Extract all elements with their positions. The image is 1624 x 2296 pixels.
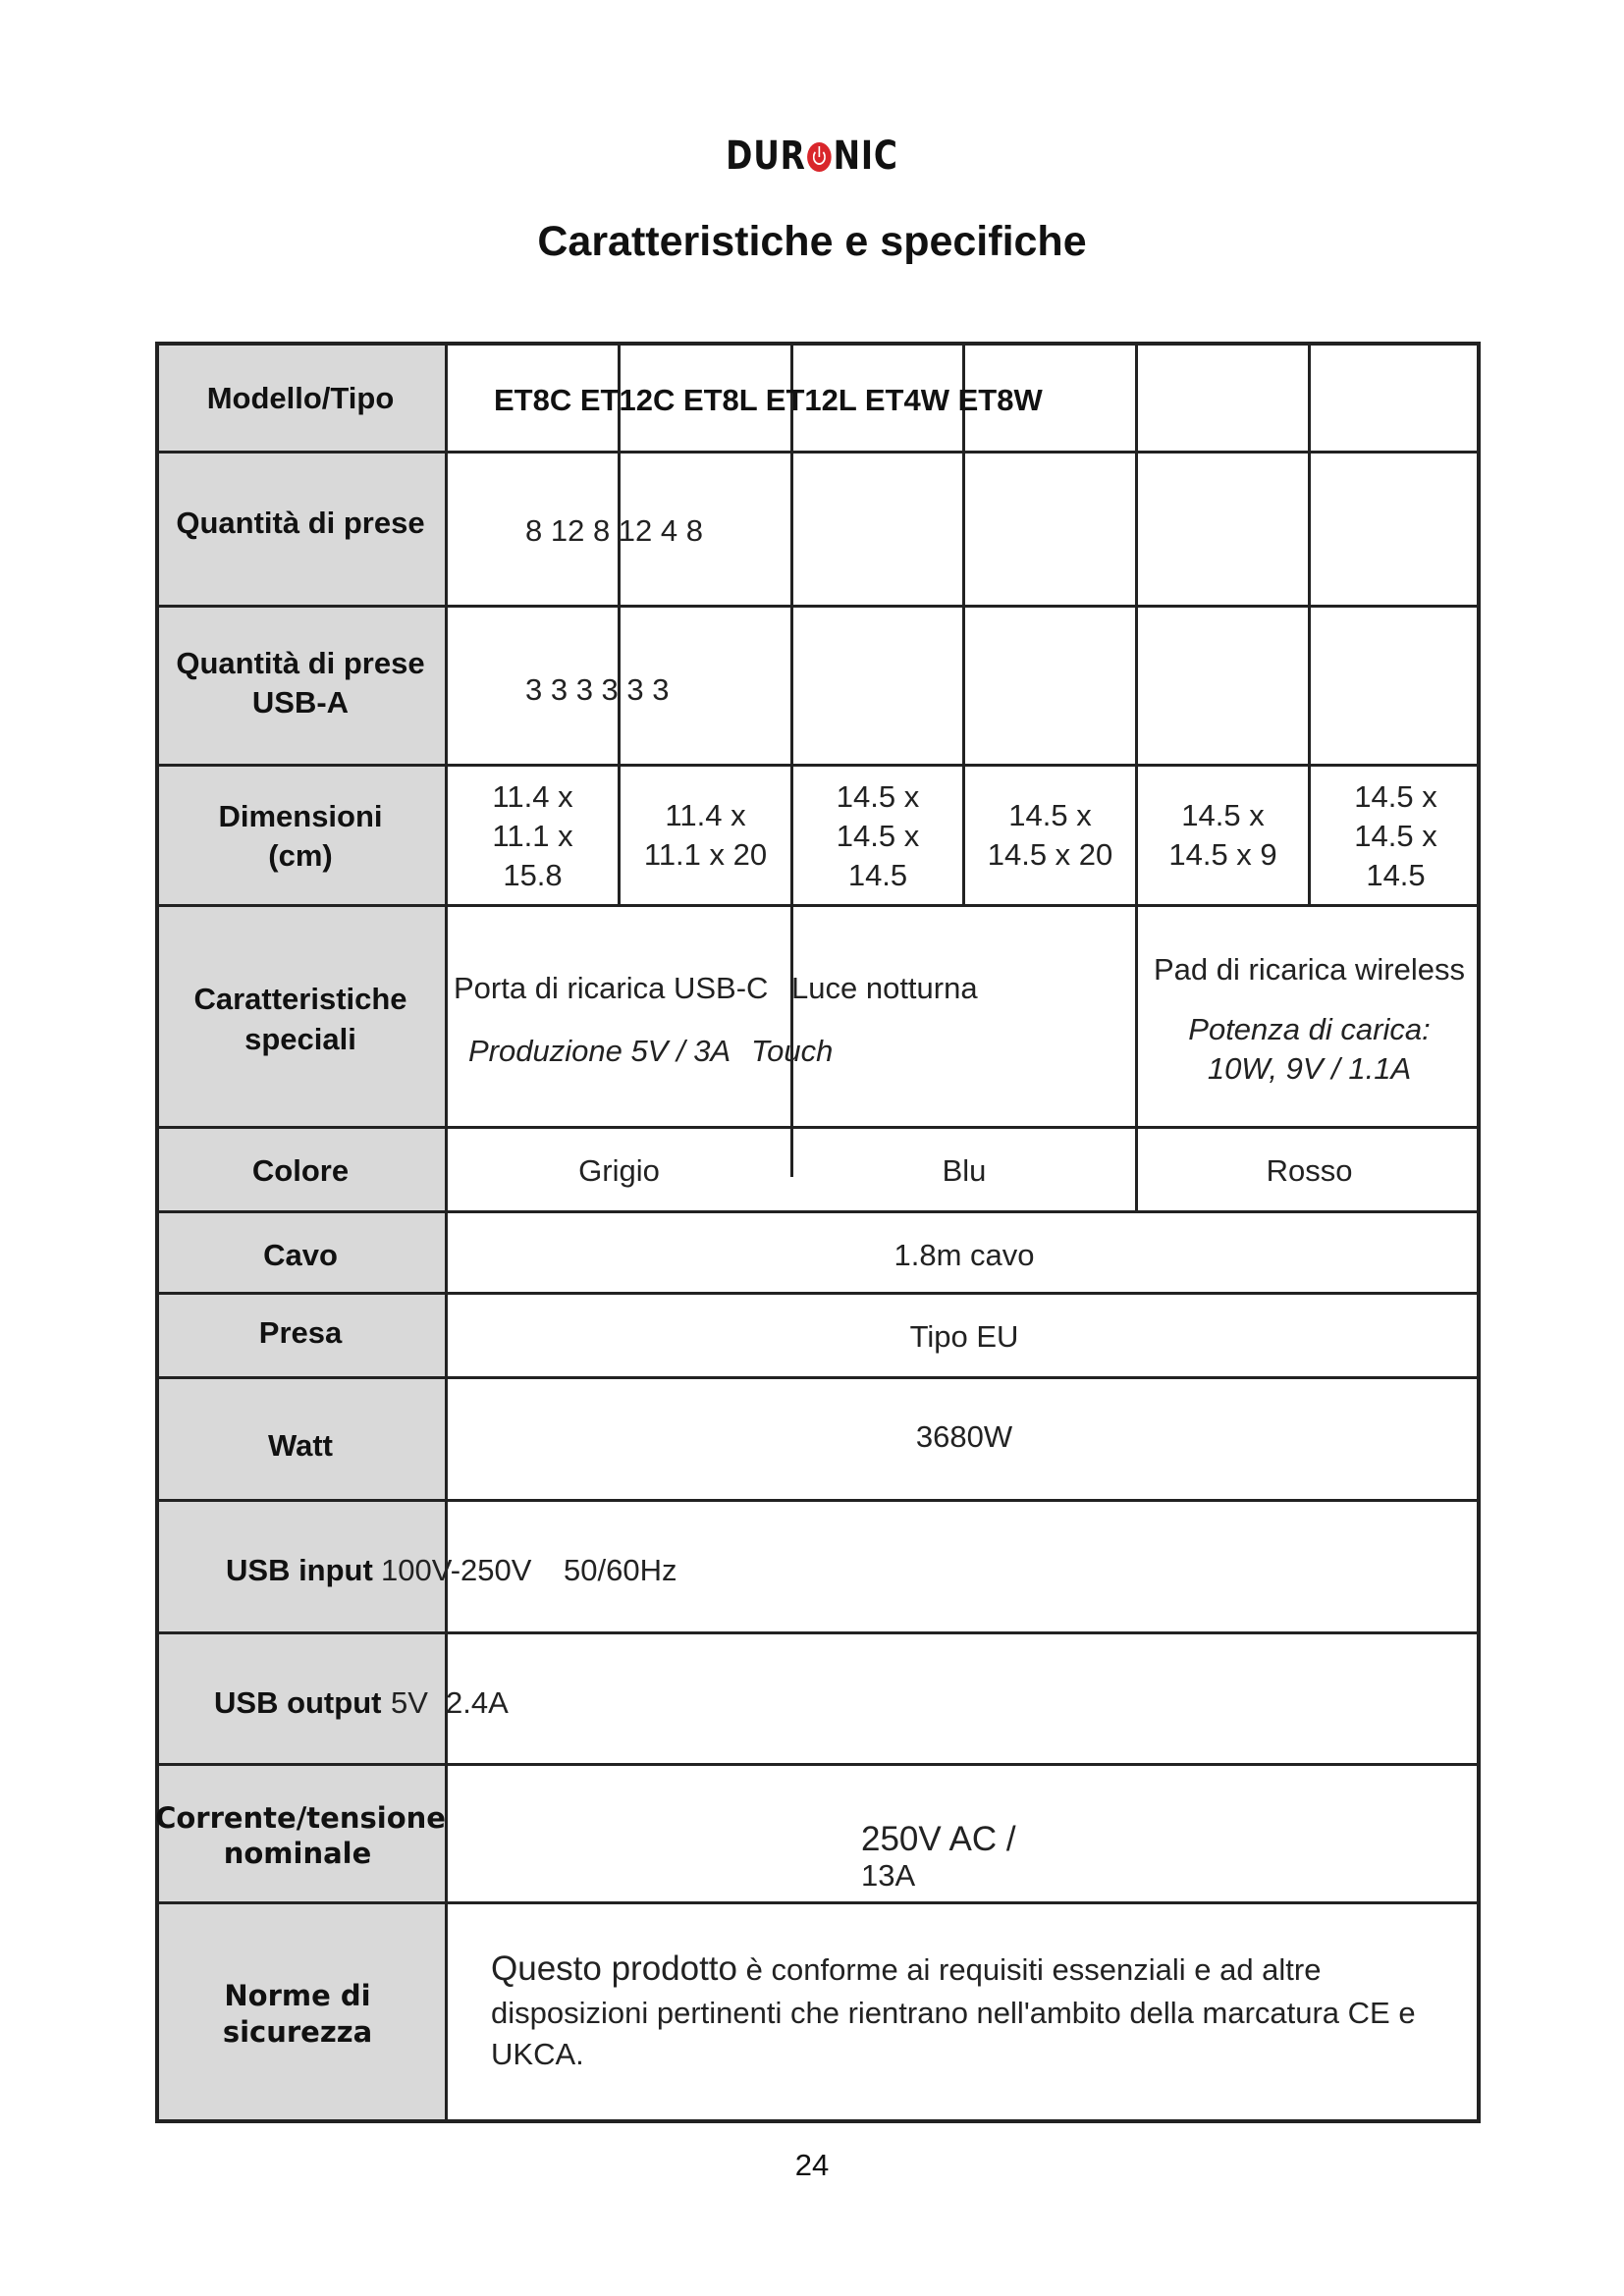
dim-line: 14.5 — [1366, 858, 1426, 892]
row-divider — [155, 605, 1481, 608]
row-divider — [155, 1763, 1481, 1766]
value-model: ET8C ET12C ET8L ET12L ET4W ET8W — [494, 383, 1043, 417]
label-rated-2: nominale — [223, 1837, 372, 1870]
value-plug: Tipo EU — [909, 1319, 1019, 1354]
feature-usbc: Porta di ricarica USB-C — [454, 971, 769, 1005]
dim-line: 14.5 x — [1181, 798, 1265, 832]
row-divider — [155, 1499, 1481, 1502]
label-dimensions-2: (cm) — [268, 838, 333, 873]
feature-night-light: Luce notturna — [791, 971, 978, 1005]
dim-line: 14.5 x — [1008, 798, 1092, 832]
label-usb-output: USB output — [214, 1685, 382, 1720]
feature-wireless-power-1: Potenza di carica: — [1188, 1012, 1431, 1046]
dim-cell-3 — [793, 777, 962, 895]
feature-usbc-output: Produzione 5V / 3A — [468, 1034, 731, 1068]
row-divider — [155, 1376, 1481, 1379]
dim-line: 14.5 — [847, 858, 908, 892]
label-special-1: Caratteristiche — [193, 982, 407, 1016]
row-divider — [155, 1210, 1481, 1213]
label-usba-2: USB-A — [251, 685, 350, 720]
label-watt: Watt — [268, 1428, 333, 1463]
feature-wireless: Pad di ricarica wireless — [1154, 952, 1465, 987]
dim-line: 14.5 x — [1354, 819, 1437, 853]
dim-line: 14.5 x — [1354, 779, 1437, 814]
row-divider — [155, 1126, 1481, 1129]
value-usb-input-voltage: 100V-250V — [381, 1553, 532, 1587]
column-divider — [445, 342, 448, 2123]
dim-cell-6 — [1311, 777, 1481, 895]
value-rated-2: 13A — [861, 1858, 916, 1893]
dim-cell-5 — [1138, 796, 1308, 875]
color-blue: Blu — [942, 1153, 987, 1188]
dim-line: 14.5 x — [836, 819, 920, 853]
safety-line-1: è conforme ai requisiti essenziali e ad altre — [745, 1952, 1322, 1987]
power-icon — [807, 142, 832, 172]
color-grey: Grigio — [578, 1153, 660, 1188]
safety-text-line-1 — [491, 1949, 1321, 1990]
label-cable: Cavo — [263, 1238, 338, 1272]
label-dimensions-1: Dimensioni — [218, 799, 383, 833]
value-rated-1: 250V AC / — [861, 1820, 1016, 1858]
value-usb-output-voltage: 5V — [391, 1685, 428, 1720]
value-usba: 3 3 3 3 3 3 — [525, 672, 670, 707]
row-divider — [155, 1901, 1481, 1904]
value-cable: 1.8m cavo — [893, 1238, 1035, 1272]
label-usb-input: USB input — [226, 1553, 373, 1587]
dim-line: 11.1 x — [492, 819, 573, 853]
label-plug: Presa — [258, 1315, 343, 1350]
color-red: Rosso — [1266, 1153, 1353, 1188]
dim-line: 15.8 — [503, 858, 563, 892]
dim-cell-1 — [448, 777, 618, 895]
brand-logo: DUR NIC — [726, 133, 898, 179]
safety-lead: Questo prodotto — [491, 1949, 737, 1988]
row-divider — [155, 904, 1481, 907]
dim-cell-2 — [621, 796, 790, 875]
row-divider — [155, 451, 1481, 454]
dim-line: 14.5 x — [836, 779, 920, 814]
row-divider — [155, 1631, 1481, 1634]
value-sockets: 8 12 8 12 4 8 — [525, 513, 703, 548]
row-divider — [155, 764, 1481, 767]
safety-line-2: disposizioni pertinenti che rientrano nell'ambito della marcatura CE e — [491, 1996, 1416, 2030]
value-watt: 3680W — [915, 1419, 1013, 1454]
value-usb-input-frequency: 50/60Hz — [564, 1553, 677, 1587]
safety-line-3: UKCA. — [491, 2037, 584, 2071]
page-number: 24 — [794, 2148, 830, 2182]
label-safety-1: Norme di — [224, 1979, 371, 2012]
feature-wireless-power-2: 10W, 9V / 1.1A — [1207, 1051, 1412, 1086]
label-special-2: speciali — [244, 1022, 356, 1056]
label-rated-1: Corrente/tensione — [155, 1801, 446, 1835]
label-model: Modello/Tipo — [206, 381, 395, 415]
feature-touch: Touch — [751, 1034, 834, 1068]
dim-line: 11.4 x — [492, 779, 573, 814]
dim-line: 14.5 x 20 — [987, 837, 1113, 872]
label-sockets: Quantità di prese — [176, 506, 425, 540]
dim-line: 14.5 x 9 — [1168, 837, 1277, 872]
value-usb-output-current: 2.4A — [446, 1685, 509, 1720]
label-usba-1: Quantità di prese — [176, 646, 425, 680]
label-safety-2: sicurezza — [222, 2015, 373, 2049]
row-divider — [155, 1292, 1481, 1295]
dim-cell-4 — [965, 796, 1135, 875]
label-color: Colore — [251, 1153, 350, 1188]
page-title: Caratteristiche e specifiche — [537, 218, 1087, 265]
dim-line: 11.1 x 20 — [643, 837, 768, 872]
dim-line: 11.4 x — [665, 798, 746, 832]
